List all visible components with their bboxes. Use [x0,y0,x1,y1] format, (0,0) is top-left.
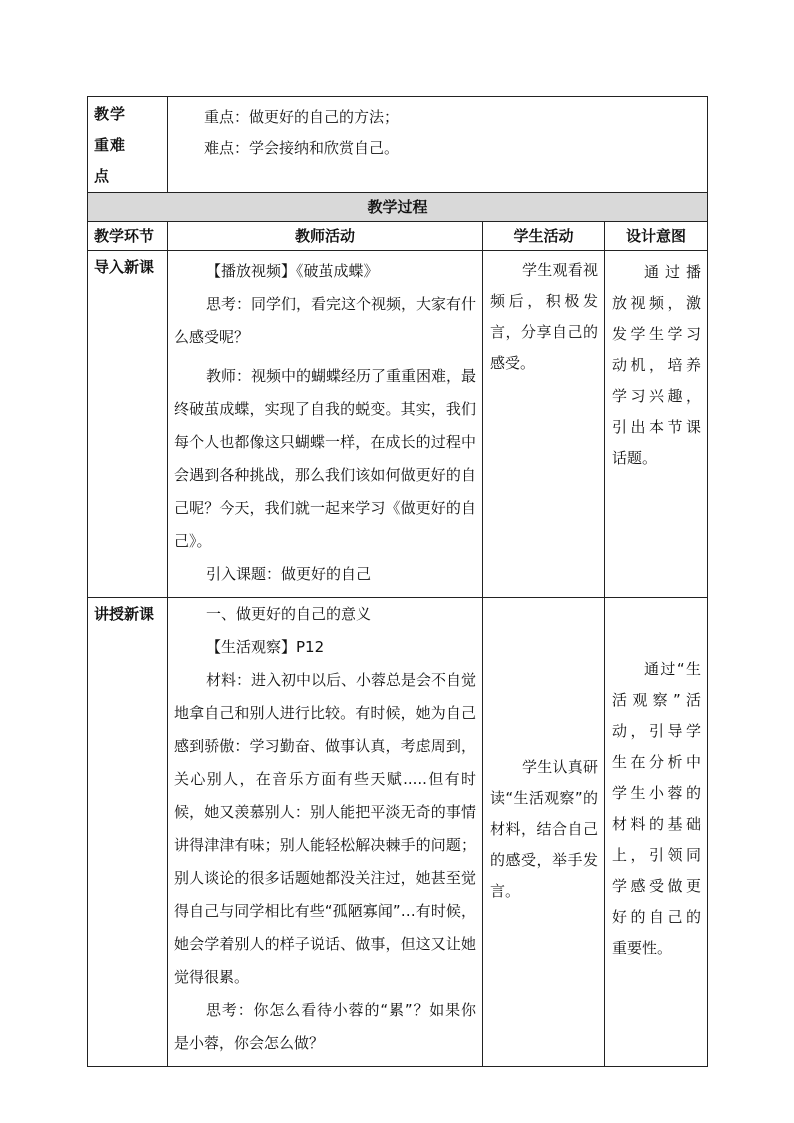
col-header-design: 设计意图 [605,222,708,251]
col-header-stage: 教学环节 [88,222,168,251]
difficult-point-text: 难点：学会接纳和欣赏自己。 [204,139,400,157]
label-line: 重难 [94,136,127,154]
teach-section-row [88,598,708,1067]
teacher-paragraph: 思考：同学们，看完这个视频，大家有什么感受呢？ [174,295,477,346]
label-line: 点 [94,167,111,185]
student-activity-text: 学生认真研读“生活观察”的材料，结合自己的感受，举手发言。 [490,758,598,900]
teacher-paragraph: 思考：你怎么看待小蓉的“累”？如果你是小蓉，你会怎么做？ [174,1001,476,1052]
teacher-paragraph: 材料：进入初中以后、小蓉总是会不自觉地拿自己和别人进行比较。有时候，她为自己感到骄傲：学习勤奋、做事认真，考虑周到，关心别人，在音乐方面有些天赋.....但有时候，她又羡慕别人：别人能把平淡无奇的事情讲得津津有味；别人能轻松解决棘手的问题；别人谈论的很多话题她都没关注过，她甚至觉得自己与同学相比有些“孤陋寡闻”…有时候，她会学着别人的样子说话、做事，但这又让她觉得很累。 [174,671,477,986]
key-difficult-label [88,97,168,193]
key-difficult-content [168,97,708,193]
teacher-paragraph: 一、做更好的自己的意义 [206,605,372,623]
column-header-row [88,222,708,251]
intro-section-row [88,251,708,598]
intro-design-intent [605,251,708,598]
teach-student-activity [483,598,605,1067]
teach-design-intent [605,598,708,1067]
student-activity-text: 学生观看视频后，积极发言，分享自己的感受。 [490,261,598,372]
lesson-plan-table [87,96,708,1067]
teach-teacher-activity [168,598,483,1067]
col-header-teacher: 教师活动 [168,222,483,251]
teacher-paragraph: 【生活观察】P12 [206,638,325,656]
label-line: 教学 [94,105,127,123]
process-banner: 教学过程 [88,193,708,222]
teach-stage-label: 讲授新课 [88,598,168,1067]
col-header-student: 学生活动 [483,222,605,251]
intro-stage-label: 导入新课 [88,251,168,598]
teacher-paragraph: 引入课题：做更好的自己 [206,565,372,583]
design-intent-text: 通过“生活观察”活动，引导学生在分析中学生小蓉的材料的基础上，引领同学感受做更好的自己的重要性。 [612,660,702,957]
teacher-paragraph: 教师：视频中的蝴蝶经历了重重困难，最终破茧成蝶，实现了自我的蜕变。其实，我们每个人也都像这只蝴蝶一样，在成长的过程中会遇到各种挑战，那么我们该如何做更好的自己呢？今天，我们就一起来学习《做更好的自己》。 [174,367,477,550]
process-banner-row [88,193,708,222]
teacher-paragraph: 【播放视频】《破茧成蝶》 [206,262,379,280]
key-difficult-row [88,97,708,193]
intro-student-activity [483,251,605,598]
key-point-text: 重点：做更好的自己的方法； [204,108,400,126]
design-intent-text: 通过播放视频，激发学生学习动机，培养学习兴趣，引出本节课话题。 [612,263,702,467]
intro-teacher-activity [168,251,483,598]
